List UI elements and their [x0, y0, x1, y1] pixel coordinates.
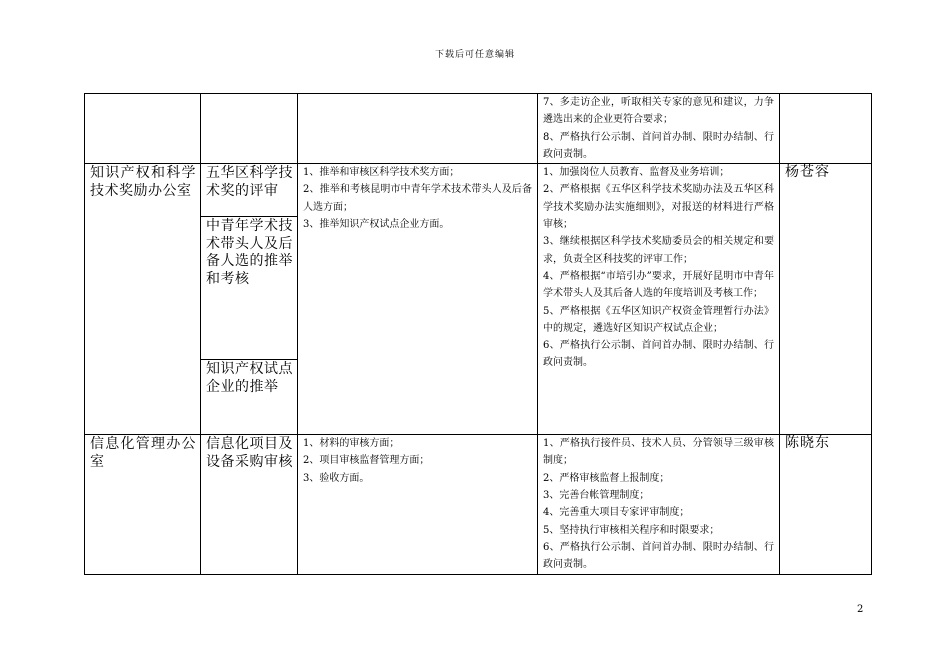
person-cell	[780, 94, 872, 164]
table-row	[85, 164, 872, 435]
table-row	[85, 435, 872, 575]
page-header: 下载后可任意编辑	[434, 50, 515, 60]
measure-line: 6、严格执行公示制、首问首办制、限时办结制、行政问责制。	[543, 541, 774, 571]
responsible-person: 杨苍容	[785, 164, 830, 181]
page-number: 2	[857, 604, 864, 615]
measure-line: 4、完善重大项目专家评审制度；	[543, 507, 690, 519]
table-row	[85, 94, 872, 164]
measure-line: 2、严格审核监督上报制度；	[543, 472, 670, 484]
person-cell	[780, 164, 872, 435]
person-cell	[780, 435, 872, 575]
measure-line: 3、继续根据区科学技术奖励委员会的相关规定和要求，负责全区科技奖的评审工作；	[543, 236, 774, 265]
measure-cell	[538, 435, 780, 575]
item-text: 中青年学术技术带头人及后备人选的推举和考核	[206, 218, 293, 287]
measure-line: 5、坚持执行审核相关程序和时限要求；	[543, 524, 720, 536]
risk-cell	[298, 164, 538, 435]
office-name: 信息化管理办公室	[90, 436, 196, 470]
office-name: 知识产权和科学技术奖励办公室	[90, 165, 196, 199]
measure-line: 3、完善台帐管理制度；	[543, 490, 650, 502]
measure-line: 8、严格执行公示制、首问首办制、限时办结制、行政问责制。	[543, 131, 774, 160]
measure-line: 5、严格根据《五华区知识产权资金管理暂行办法》中的规定，遴选好区知识产权试点企业；	[543, 305, 774, 334]
office-cell	[85, 94, 201, 164]
measure-line: 1、加强岗位人员教育、监督及业务培训；	[543, 167, 730, 179]
risk-line: 1、材料的审核方面；	[303, 438, 400, 450]
item-text: 信息化项目及设备采购审核	[206, 436, 293, 470]
risk-line: 3、推举知识产权试点企业方面。	[303, 219, 450, 231]
responsible-person: 陈晓东	[785, 435, 830, 452]
risk-line: 3、验收方面。	[303, 472, 370, 484]
item-text: 知识产权试点企业的推举	[206, 361, 293, 395]
item-cell	[201, 435, 298, 575]
measure-cell	[538, 164, 780, 435]
item-text: 五华区科学技术奖的评审	[206, 165, 293, 199]
measure-cell	[538, 94, 780, 164]
measure-line: 1、严格执行接件员、技术人员、分管领导三级审核制度；	[543, 438, 774, 467]
measure-line: 7、多走访企业，听取相关专家的意见和建议，力争遴选出来的企业更符合要求；	[543, 97, 774, 126]
risk-line: 2、推举和考核昆明市中青年学术技术带头人及后备人选方面；	[303, 184, 532, 213]
item-cell	[201, 164, 298, 435]
office-cell	[85, 164, 201, 435]
risk-cell	[298, 435, 538, 575]
duty-table	[84, 93, 872, 575]
office-cell	[85, 435, 201, 575]
risk-line: 2、项目审核监督管理方面；	[303, 455, 430, 467]
measure-line: 2、严格根据《五华区科学技术奖励办法及五华区科学技术奖励办法实施细则》，对报送的材料进行严格审核；	[543, 184, 774, 231]
measure-line: 4、严格根据“市培引办”要求，开展好昆明市中青年学术带头人及其后备人选的年度培训及考核工作；	[543, 270, 774, 300]
item-cell	[201, 94, 298, 164]
measure-line: 6、严格执行公示制、首问首办制、限时办结制、行政问责制。	[543, 340, 774, 369]
risk-cell	[298, 94, 538, 164]
risk-line: 1、推举和审核区科学技术奖方面；	[303, 167, 460, 179]
